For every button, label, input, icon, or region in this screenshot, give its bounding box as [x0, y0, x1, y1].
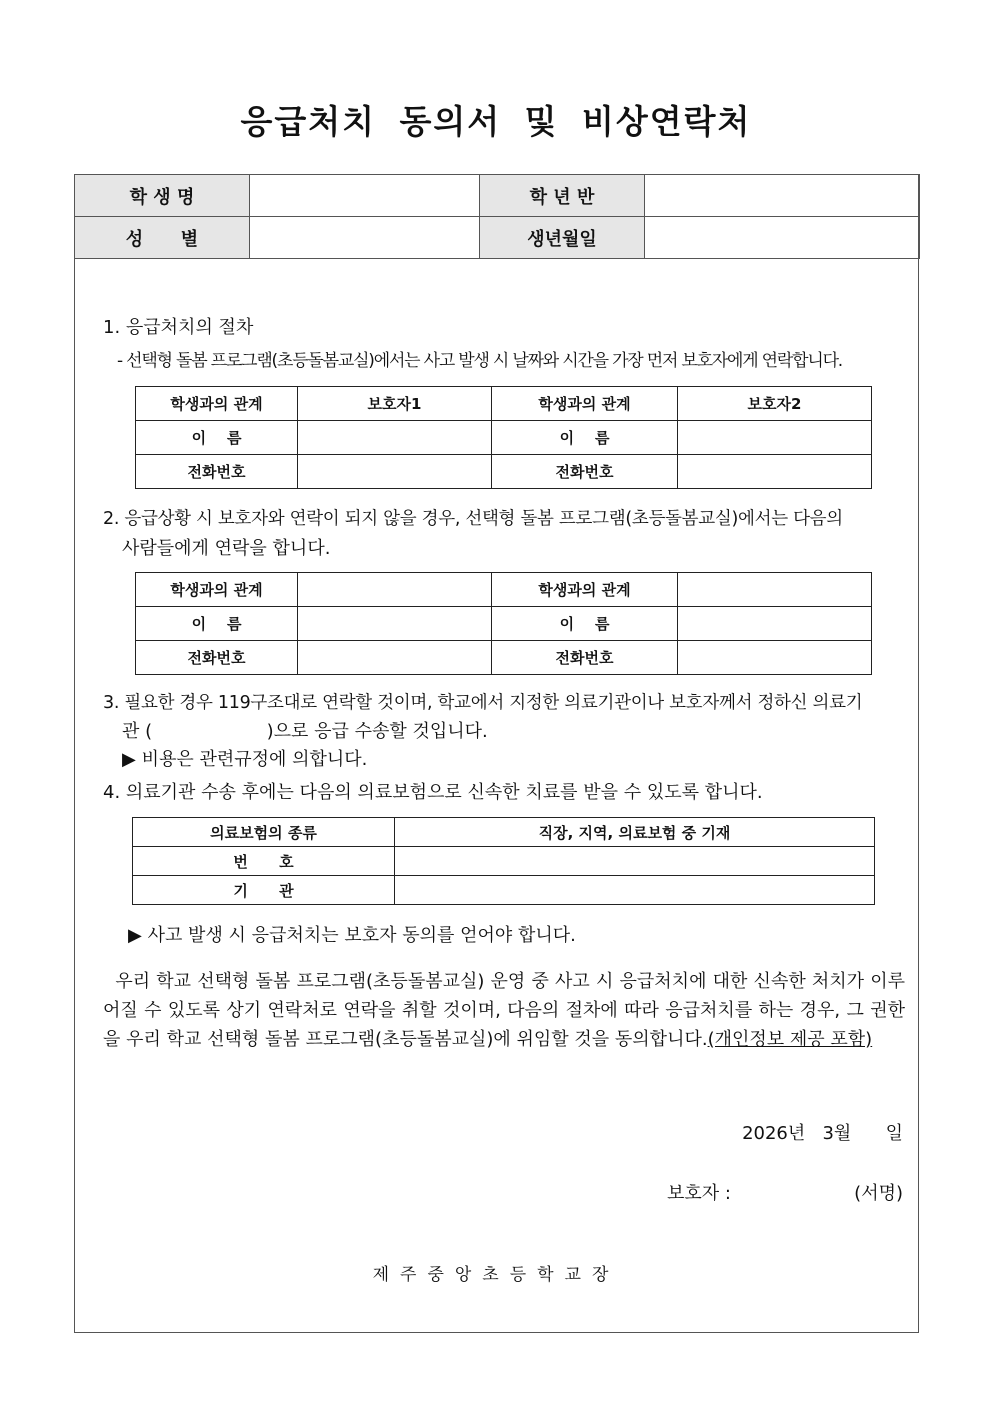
- student-info-table: [74, 174, 920, 259]
- birthdate-label: 생년월일: [480, 217, 645, 259]
- relation-label-1: 학생과의 관계: [136, 387, 298, 421]
- gender-label: 성 별: [75, 217, 250, 259]
- alt-phone-label-2: 전화번호: [492, 641, 678, 675]
- insurance-number-label: 번 호: [133, 847, 395, 876]
- alt-phone-label-1: 전화번호: [136, 641, 298, 675]
- student-name-field[interactable]: [250, 175, 480, 217]
- gender-field[interactable]: [250, 217, 480, 259]
- guardian1-phone-field[interactable]: [298, 455, 492, 489]
- alt1-name-field[interactable]: [298, 607, 492, 641]
- guardian1-header: 보호자1: [298, 387, 492, 421]
- alt-relation-label-1: 학생과의 관계: [136, 573, 298, 607]
- insurance-desc-label: 직장, 지역, 의료보험 중 기재: [395, 818, 875, 847]
- guardian-contact-table: [135, 386, 872, 489]
- signature-label: (서명): [854, 1183, 903, 1204]
- alternate-contact-table: [135, 572, 872, 675]
- alt1-phone-field[interactable]: [298, 641, 492, 675]
- insurance-institution-field[interactable]: [395, 876, 875, 905]
- privacy-note: (개인정보 제공 포함): [707, 1029, 873, 1050]
- grade-class-label: 학 년 반: [480, 175, 645, 217]
- phone-label-1: 전화번호: [136, 455, 298, 489]
- insurance-table: [132, 817, 875, 905]
- alt1-relation-field[interactable]: [298, 573, 492, 607]
- alt-relation-label-2: 학생과의 관계: [492, 573, 678, 607]
- consent-text: 우리 학교 선택형 돌봄 프로그램(초등돌봄교실) 운영 중 사고 시 응급처치에 대한 신속한 처치가 이루어질 수 있도록 상기 연락처로 연락을 취할 것이며, 다음의 절차에 따라 응급처치를 하는 경우, 그 권한을 우리 학교 선택형 돌봄 프로그램(초등돌봄교실)에 위임할 것을 동의합니다.: [103, 971, 905, 1050]
- alt2-relation-field[interactable]: [678, 573, 872, 607]
- birthdate-field[interactable]: [645, 217, 920, 259]
- name-label-2: 이 름: [492, 421, 678, 455]
- section3-line2: 관 ( )으로 응급 수송할 것입니다.: [122, 721, 488, 742]
- insurance-number-field[interactable]: [395, 847, 875, 876]
- school-principal: 제주중앙초등학교장: [372, 1265, 620, 1285]
- section3-line1: 3. 필요한 경우 119구조대로 연락할 것이며, 학교에서 지정한 의료기관이나 보호자께서 정하신 의료기: [103, 693, 863, 713]
- insurance-type-label: 의료보험의 종류: [133, 818, 395, 847]
- guardian2-name-field[interactable]: [678, 421, 872, 455]
- guardian2-phone-field[interactable]: [678, 455, 872, 489]
- consent-note: ▶ 사고 발생 시 응급처치는 보호자 동의를 얻어야 합니다.: [128, 925, 576, 946]
- insurance-institution-label: 기 관: [133, 876, 395, 905]
- section1-desc: - 선택형 돌봄 프로그램(초등돌봄교실)에서는 사고 발생 시 날짜와 시간을 가장 먼저 보호자에게 연락합니다.: [117, 351, 842, 371]
- section2-line1: 2. 응급상황 시 보호자와 연락이 되지 않을 경우, 선택형 돌봄 프로그램(초등돌봄교실)에서는 다음의: [103, 509, 843, 529]
- date-line: 2026년 3월 일: [742, 1123, 903, 1144]
- alt2-phone-field[interactable]: [678, 641, 872, 675]
- section2-line2: 사람들에게 연락을 합니다.: [122, 538, 331, 559]
- alt-name-label-1: 이 름: [136, 607, 298, 641]
- alt-name-label-2: 이 름: [492, 607, 678, 641]
- section4-line1: 4. 의료기관 수송 후에는 다음의 의료보험으로 신속한 치료를 받을 수 있도록 합니다.: [103, 782, 763, 803]
- grade-class-field[interactable]: [645, 175, 920, 217]
- document-title: 응급처치 동의서 및 비상연락처: [240, 102, 752, 141]
- consent-paragraph: [103, 967, 905, 1054]
- name-label-1: 이 름: [136, 421, 298, 455]
- section1-heading: 1. 응급처치의 절차: [103, 317, 254, 338]
- student-name-label: 학 생 명: [75, 175, 250, 217]
- phone-label-2: 전화번호: [492, 455, 678, 489]
- section3-line3: ▶ 비용은 관련규정에 의합니다.: [122, 749, 368, 770]
- guardian1-name-field[interactable]: [298, 421, 492, 455]
- alt2-name-field[interactable]: [678, 607, 872, 641]
- guardian2-header: 보호자2: [678, 387, 872, 421]
- relation-label-2: 학생과의 관계: [492, 387, 678, 421]
- guardian-signature-field[interactable]: [745, 1176, 850, 1202]
- guardian-label: 보호자 :: [667, 1183, 731, 1204]
